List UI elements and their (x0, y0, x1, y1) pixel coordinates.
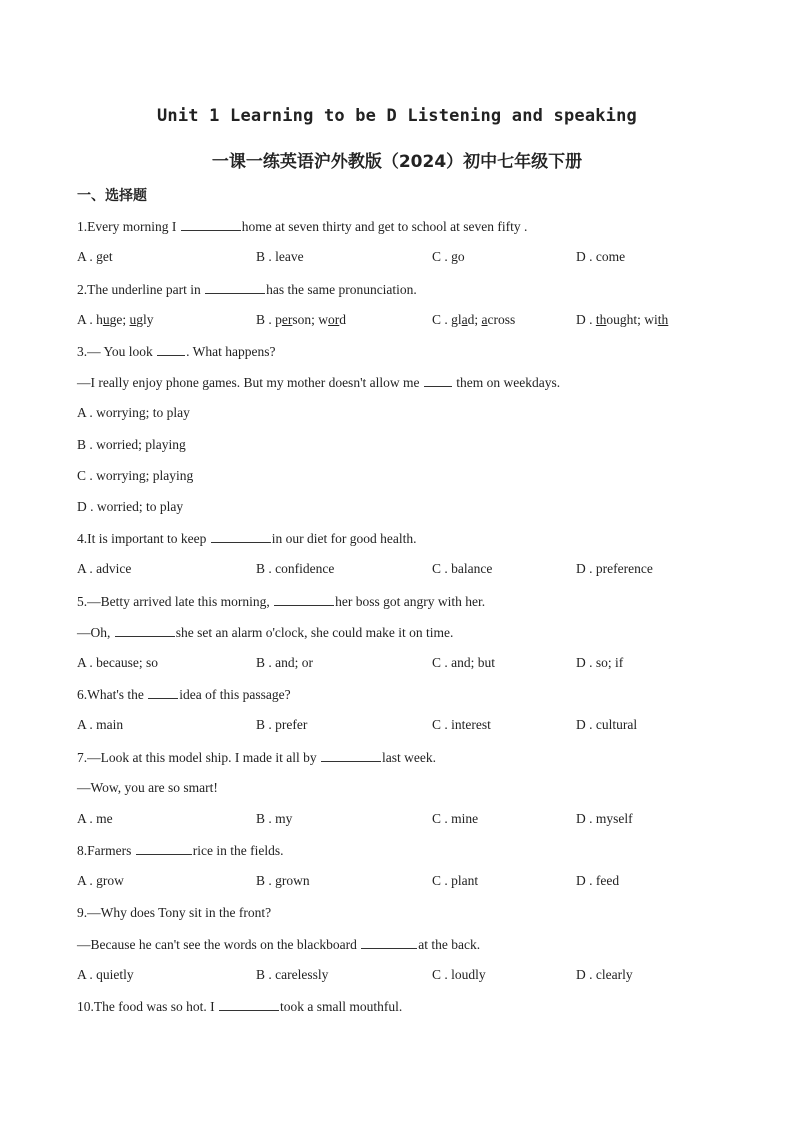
question-8: 8.Farmers rice in the fields. (77, 843, 284, 858)
answer-blank (211, 530, 271, 543)
answer-blank (274, 593, 334, 606)
question-4-options (77, 561, 757, 581)
option-b: B . carelessly (256, 967, 329, 982)
question-9-line-2: —Because he can't see the words on the blackboard at the back. (77, 937, 481, 952)
question-7-line-2: —Wow, you are so smart! (77, 780, 218, 795)
option-b: B . and; or (256, 655, 313, 670)
option-d: D . worried; to play (77, 499, 184, 514)
answer-blank (361, 936, 417, 949)
option-c: C . plant (432, 873, 479, 888)
option-a: A . huge; ugly (77, 312, 154, 327)
question-2-options (77, 312, 757, 332)
document-subtitle: 一课一练英语沪外教版（2024）初中七年级下册 (211, 152, 583, 172)
option-d: D . cultural (576, 717, 638, 732)
option-c: C . worrying; playing (77, 468, 194, 483)
option-d: D . thought; with (576, 312, 669, 327)
option-b: B . leave (256, 249, 304, 264)
option-c: C . interest (432, 717, 491, 732)
question-8-options (77, 873, 757, 893)
question-9: 9.—Why does Tony sit in the front? (77, 905, 272, 920)
question-5-line-2: —Oh, she set an alarm o'clock, she could make it on time. (77, 625, 454, 640)
option-b: B . person; word (256, 312, 347, 327)
section-heading: 一、选择题 (77, 188, 147, 204)
option-d: D . preference (576, 561, 653, 576)
option-c: C . glad; across (432, 312, 516, 327)
option-c: C . go (432, 249, 465, 264)
option-a: A . me (77, 811, 113, 826)
option-b: B . prefer (256, 717, 308, 732)
answer-blank (148, 686, 178, 699)
answer-blank (205, 281, 265, 294)
question-4: 4.It is important to keep in our diet for good health. (77, 531, 417, 546)
answer-blank (321, 749, 381, 762)
option-a: A . get (77, 249, 113, 264)
option-b: B . grown (256, 873, 310, 888)
question-7-options (77, 811, 757, 831)
question-9-options (77, 967, 757, 987)
option-a: A . worrying; to play (77, 405, 190, 420)
question-2: 2.The underline part in has the same pronunciation. (77, 282, 417, 297)
option-d: D . come (576, 249, 626, 264)
option-c: C . balance (432, 561, 493, 576)
option-a: A . main (77, 717, 124, 732)
question-10: 10.The food was so hot. I took a small mouthful. (77, 999, 403, 1014)
option-a: A . because; so (77, 655, 158, 670)
question-1-options (77, 249, 757, 269)
option-a: A . quietly (77, 967, 134, 982)
question-7: 7.—Look at this model ship. I made it all by last week. (77, 750, 436, 765)
option-a: A . grow (77, 873, 124, 888)
option-b: B . worried; playing (77, 437, 186, 452)
question-6-options (77, 717, 757, 737)
answer-blank (219, 998, 279, 1011)
answer-blank (181, 218, 241, 231)
answer-blank (115, 624, 175, 637)
question-6: 6.What's the idea of this passage? (77, 687, 291, 702)
question-5: 5.—Betty arrived late this morning, her boss got angry with her. (77, 594, 486, 609)
option-c: C . and; but (432, 655, 495, 670)
answer-blank (136, 842, 192, 855)
option-d: D . so; if (576, 655, 624, 670)
question-3-line-2: —I really enjoy phone games. But my mother doesn't allow me them on weekdays. (77, 375, 561, 390)
option-c: C . mine (432, 811, 479, 826)
option-a: A . advice (77, 561, 132, 576)
option-d: D . feed (576, 873, 620, 888)
answer-blank (424, 374, 452, 387)
document-title: Unit 1 Learning to be D Listening and speaking (156, 106, 637, 126)
question-5-options (77, 655, 757, 675)
option-d: D . clearly (576, 967, 633, 982)
answer-blank (157, 343, 185, 356)
question-3: 3.— You look . What happens? (77, 344, 276, 359)
option-b: B . confidence (256, 561, 335, 576)
option-c: C . loudly (432, 967, 486, 982)
option-b: B . my (256, 811, 293, 826)
question-1: 1.Every morning I home at seven thirty and get to school at seven fifty . (77, 219, 528, 234)
option-d: D . myself (576, 811, 633, 826)
